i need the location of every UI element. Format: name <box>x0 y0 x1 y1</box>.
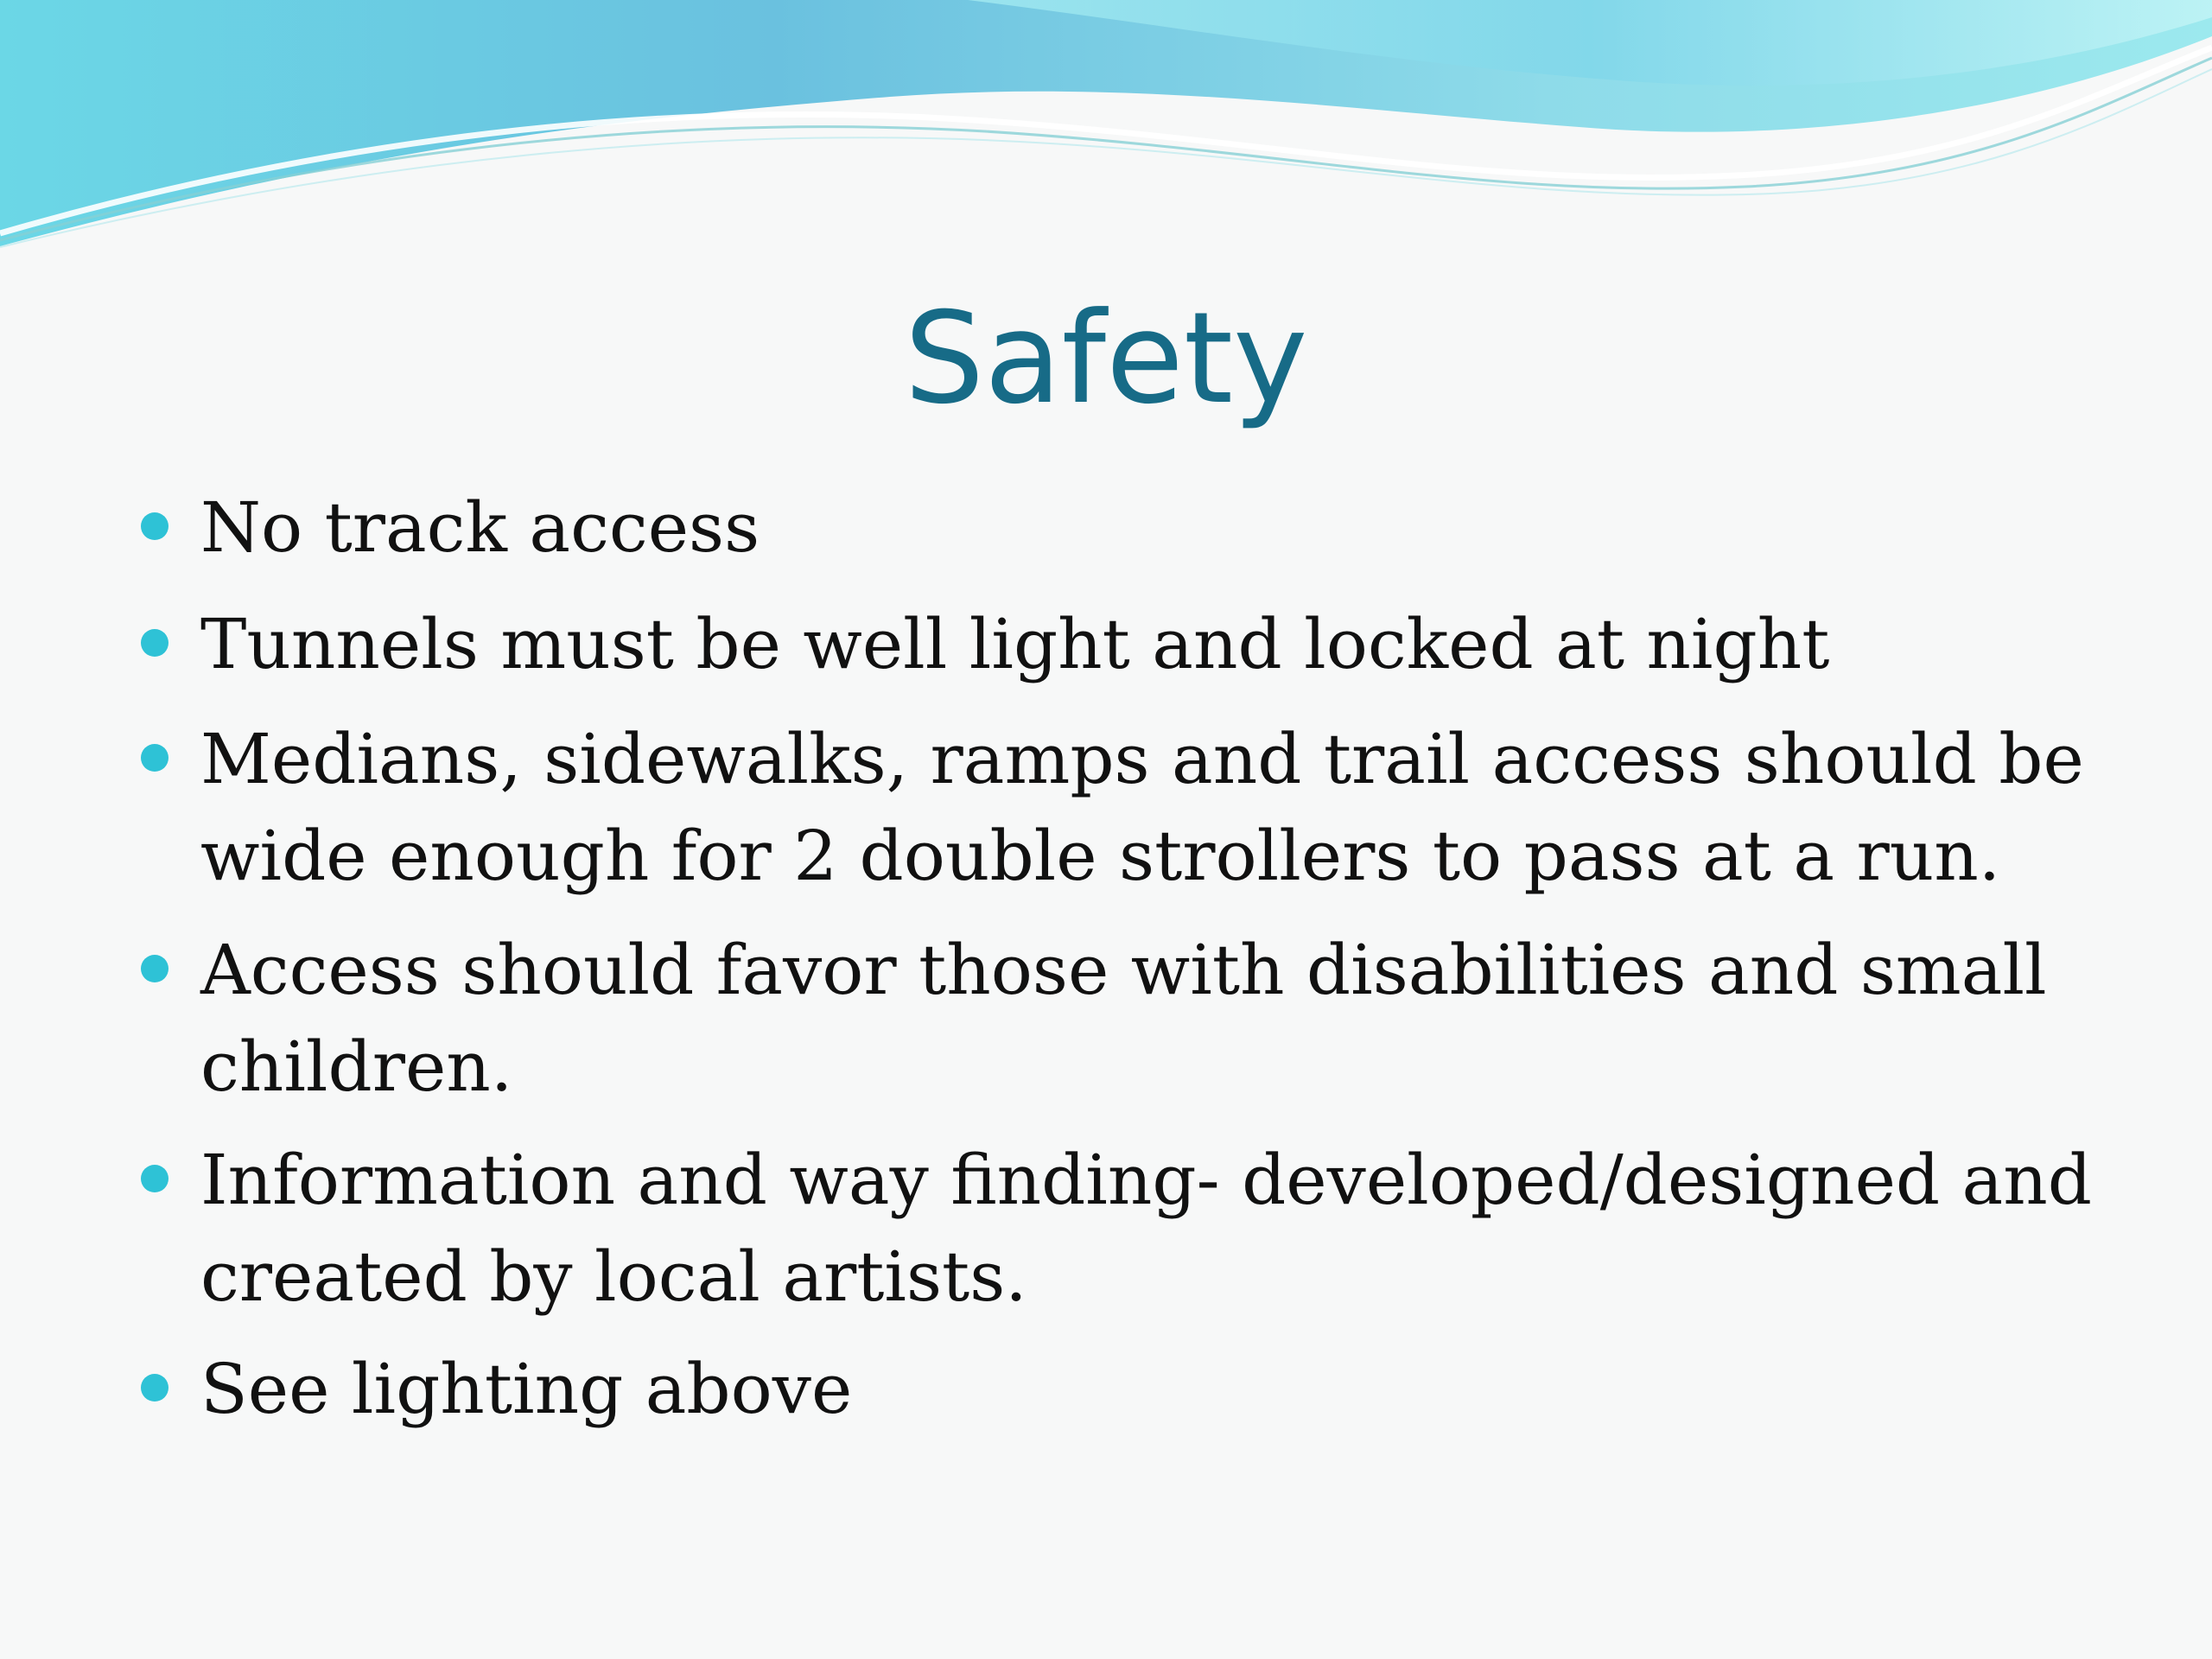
bullet-text-line: No track access <box>200 487 760 568</box>
bullet-text-line: Information and way finding- developed/designed and <box>200 1140 2092 1220</box>
bullet-dot-icon <box>141 955 168 982</box>
slide-title: Safety <box>904 285 1308 432</box>
bullet-dot-icon <box>141 1165 168 1192</box>
bullet-text-line: Medians, sidewalks, ramps and trail access should be <box>200 719 2084 799</box>
bullet-text-line: Tunnels must be well light and locked at night <box>200 604 1830 684</box>
bullet-text-line: wide enough for 2 double strollers to pass at a run. <box>200 816 2001 896</box>
wave-header-graphic <box>0 0 2212 285</box>
bullet-dot-icon <box>141 512 168 540</box>
bullet-text-line: created by local artists. <box>200 1236 1027 1317</box>
bullet-text-line: See lighting above <box>200 1349 853 1429</box>
bullet-dot-icon <box>141 1374 168 1402</box>
bullet-text-line: Access should favor those with disabilities and small <box>200 930 2047 1010</box>
bullet-text-line: children. <box>200 1027 513 1107</box>
bullet-dot-icon <box>141 629 168 657</box>
bullet-dot-icon <box>141 744 168 772</box>
